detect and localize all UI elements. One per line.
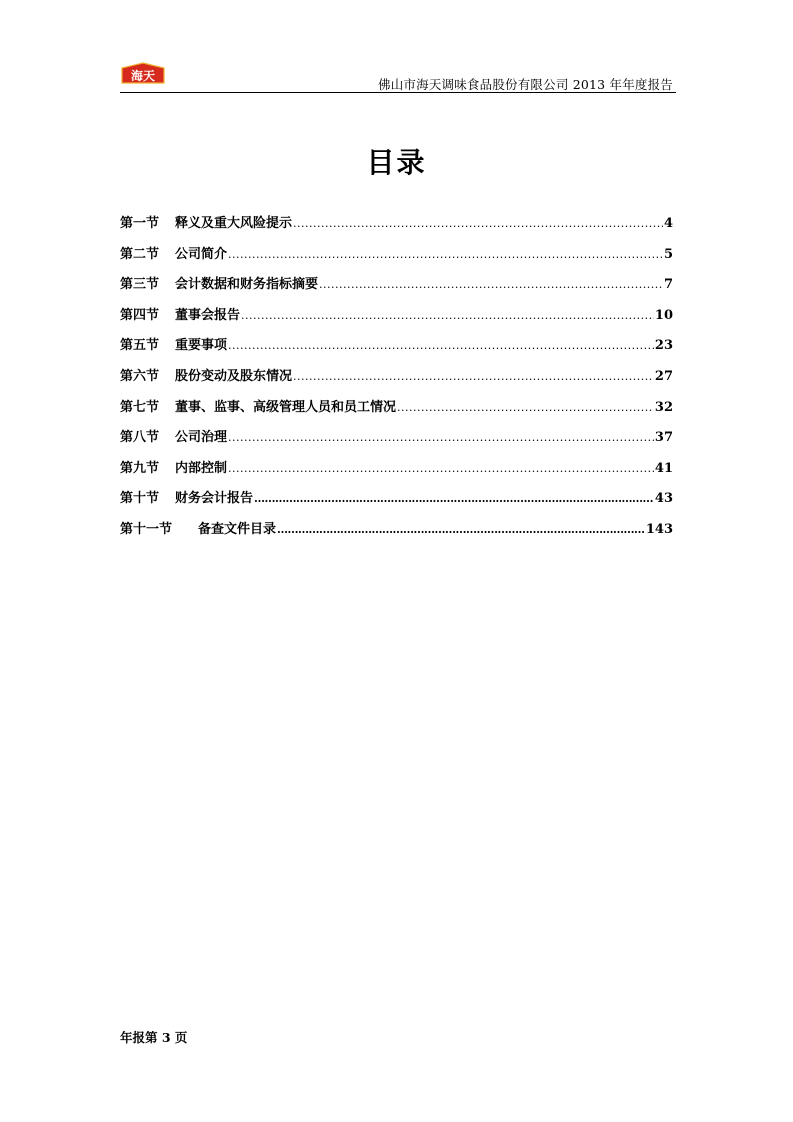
toc-dot-leader xyxy=(228,339,654,352)
toc-item-section-10[interactable] xyxy=(120,487,673,518)
toc-item-section-7[interactable] xyxy=(120,396,673,427)
toc-section-number: 第二节 xyxy=(120,246,160,262)
toc-item-section-4[interactable] xyxy=(120,304,673,335)
toc-section-number: 第四节 xyxy=(120,307,160,323)
toc-section-number: 第八节 xyxy=(120,430,160,446)
header-title: 佛山市海天调味食品股份有限公司 2013 年年度报告 xyxy=(378,77,673,92)
toc-page-number: 37 xyxy=(654,430,673,446)
logo-text: 海天 xyxy=(130,69,155,83)
toc-section-title: 财务会计报告 xyxy=(175,491,254,507)
toc-page-number: 27 xyxy=(654,368,673,384)
footer-page-number: 年报第 3 页 xyxy=(120,1030,188,1045)
toc-section-title: 重要事项 xyxy=(175,338,228,354)
toc-section-number: 第六节 xyxy=(120,368,160,384)
toc-section-title: 公司治理 xyxy=(175,430,228,446)
toc-dot-leader xyxy=(397,401,654,414)
toc-section-number: 第十一节 xyxy=(120,521,173,537)
toc-page-number: 5 xyxy=(663,246,673,262)
toc-section-title: 董事、监事、高级管理人员和员工情况 xyxy=(175,399,397,415)
toc-section-title: 董事会报告 xyxy=(175,307,241,323)
toc-page-number: 10 xyxy=(654,307,673,323)
toc-section-number: 第三节 xyxy=(120,277,160,293)
toc-section-title: 股份变动及股东情况 xyxy=(175,368,293,384)
table-of-contents xyxy=(120,212,673,549)
toc-section-number: 第五节 xyxy=(120,338,160,354)
toc-page-number: 4 xyxy=(663,216,673,231)
toc-page-number: 41 xyxy=(654,460,673,476)
toc-item-section-5[interactable] xyxy=(120,334,673,365)
toc-dot-leader xyxy=(228,462,654,475)
haitian-logo xyxy=(120,62,166,84)
toc-section-title: 备查文件目录 xyxy=(198,521,277,537)
toc-section-number: 第九节 xyxy=(120,460,160,476)
toc-section-number: 第七节 xyxy=(120,399,160,415)
toc-page-number: 43 xyxy=(654,491,673,507)
toc-item-section-11[interactable] xyxy=(120,518,673,549)
toc-ellipsis-leader xyxy=(254,492,654,505)
toc-dot-leader xyxy=(228,248,663,261)
toc-section-title: 内部控制 xyxy=(175,460,228,476)
toc-dot-leader xyxy=(293,217,663,230)
toc-item-section-3[interactable] xyxy=(120,273,673,304)
toc-page-number: 23 xyxy=(654,338,673,354)
toc-page-number: 32 xyxy=(654,399,673,415)
page-title: 目录 xyxy=(366,146,427,179)
toc-dot-leader xyxy=(319,278,663,291)
header-divider xyxy=(120,92,676,93)
toc-section-title: 释义及重大风险提示 xyxy=(175,216,293,231)
toc-item-section-8[interactable] xyxy=(120,426,673,457)
toc-dot-leader xyxy=(241,309,654,322)
toc-ellipsis-leader xyxy=(277,523,645,536)
toc-item-section-6[interactable] xyxy=(120,365,673,396)
toc-section-number: 第一节 xyxy=(120,216,160,231)
toc-dot-leader xyxy=(293,370,654,383)
toc-item-section-2[interactable] xyxy=(120,243,673,274)
toc-item-section-9[interactable] xyxy=(120,457,673,488)
toc-section-title: 公司简介 xyxy=(175,246,228,262)
toc-dot-leader xyxy=(228,431,654,444)
toc-page-number: 7 xyxy=(663,277,673,293)
toc-item-section-1[interactable] xyxy=(120,212,673,243)
toc-section-title: 会计数据和财务指标摘要 xyxy=(175,277,319,293)
toc-page-number: 143 xyxy=(645,521,673,537)
toc-section-number: 第十节 xyxy=(120,491,160,507)
